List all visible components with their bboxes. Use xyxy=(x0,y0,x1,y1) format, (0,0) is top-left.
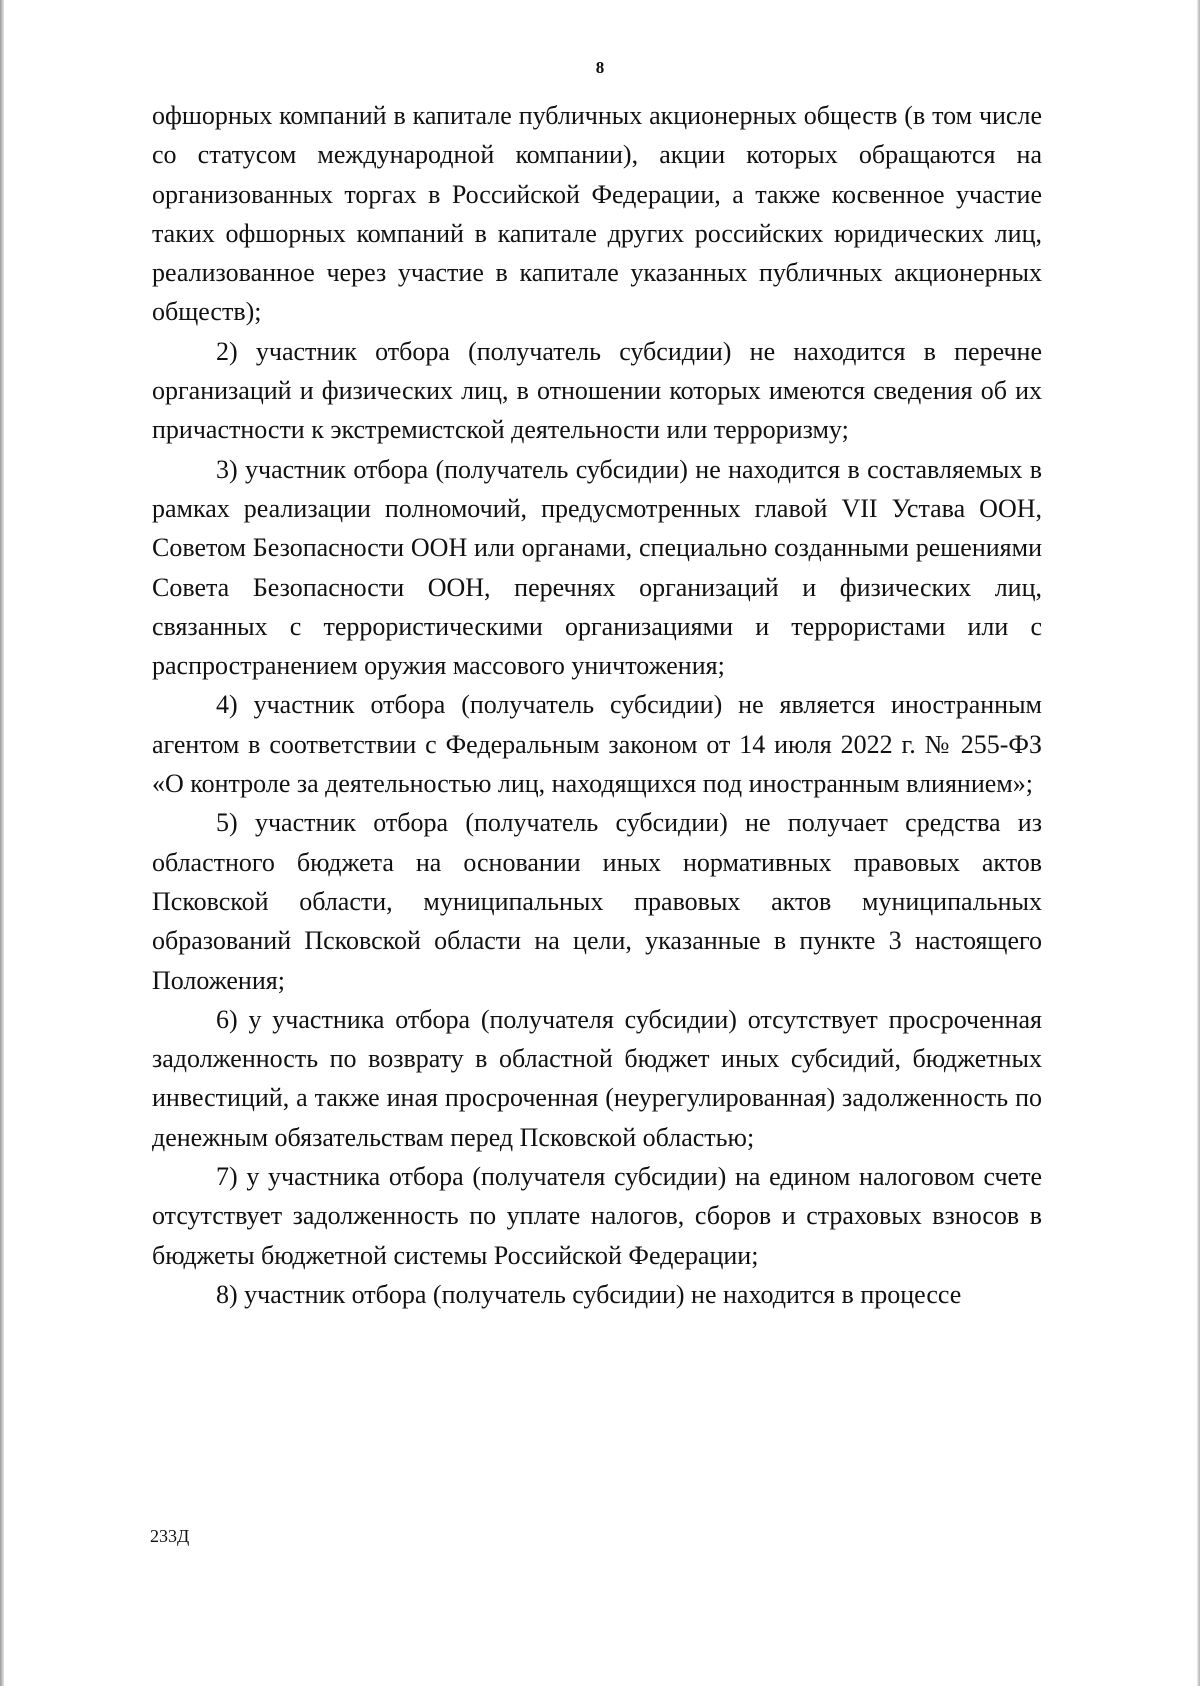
paragraph-item-3: 3) участник отбора (получатель субсидии) не находится в составляемых в рамках реализации полномочий, предусмотренных главой VII Устава ООН, Советом Безопасности ООН или органами, специально созданными решениями Совета Безопасности ООН, перечнях организаций и физических лиц, связанных с террористическими организациями и террористами или с распространением оружия массового уничтожения; xyxy=(152,454,1042,681)
document-code: 233Д xyxy=(150,1526,190,1546)
paragraph-item-5: 5) участник отбора (получатель субсидии) не получает средства из областного бюджета на основании иных нормативных правовых актов Псковской области, муниципальных правовых актов муниципальных образований Псковской области на цели, указанные в пункте 3 настоящего Положения; xyxy=(152,808,1042,995)
paragraph-item-4: 4) участник отбора (получатель субсидии) не является иностранным агентом в соответствии с Федеральным законом от 14 июля 2022 г. № 255-ФЗ «О контроле за деятельностью лиц, находящихся под иностранным влиянием»; xyxy=(152,690,1042,799)
page-number: 8 xyxy=(595,58,605,77)
scan-left-edge xyxy=(0,0,4,1686)
paragraph-item-8: 8) участник отбора (получатель субсидии) не находится в процессе xyxy=(216,1279,962,1309)
document-body xyxy=(152,96,1042,1314)
paragraph-item-7: 7) у участника отбора (получателя субсидии) на едином налоговом счете отсутствует задолженность по уплате налогов, сборов и страховых взносов в бюджеты бюджетной системы Российской Федерации; xyxy=(152,1162,1042,1270)
paragraph-continuation: офшорных компаний в капитале публичных акционерных обществ (в том числе со статусом международной компании), акции которых обращаются на организованных торгах в Российской Федерации, а также косвенное участие таких офшорных компаний в капитале других российских юридических лиц, реализованное через участие в капитале указанных публичных акционерных обществ); xyxy=(152,101,1042,327)
paragraph-item-2: 2) участник отбора (получатель субсидии) не находится в перечне организаций и физических лиц, в отношении которых имеются сведения об их причастности к экстремистской деятельности или терроризму; xyxy=(152,336,1042,445)
paragraph-item-6: 6) у участника отбора (получателя субсидии) отсутствует просроченная задолженность по возврату в областной бюджет иных субсидий, бюджетных инвестиций, а также иная просроченная (неурегулированная) задолженность по денежным обязательствам перед Псковской областью; xyxy=(152,1004,1042,1152)
